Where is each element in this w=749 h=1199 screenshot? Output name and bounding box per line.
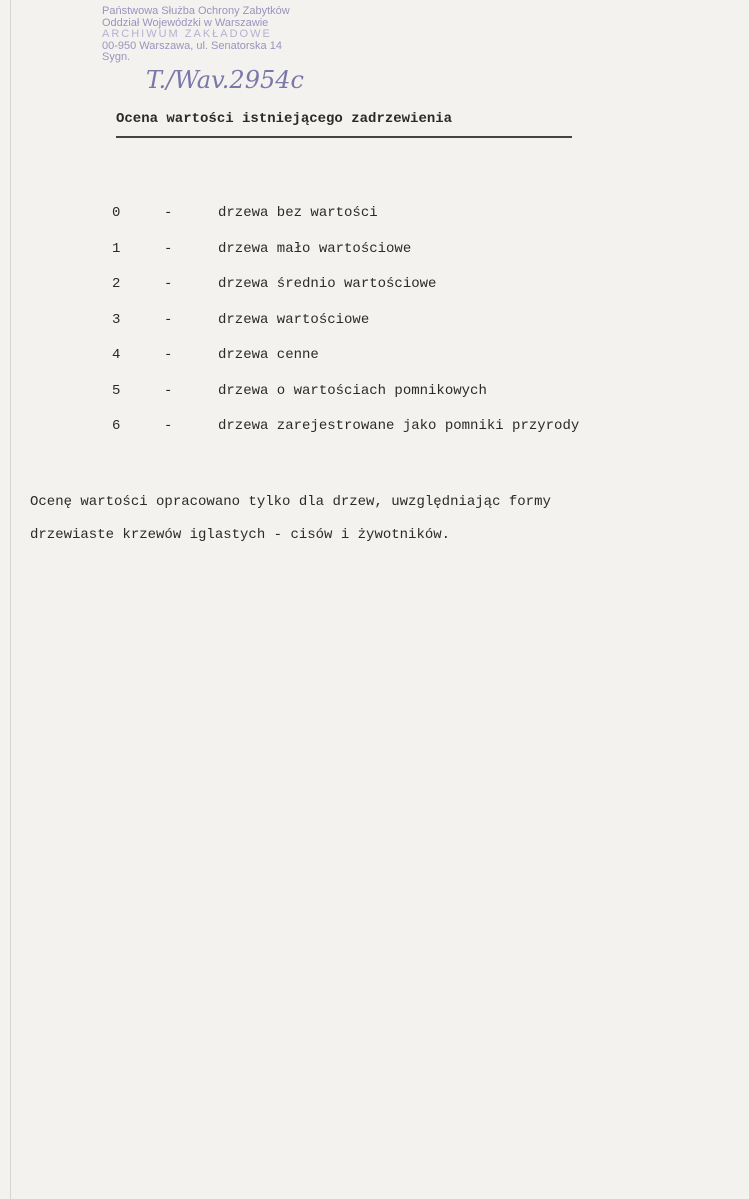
dash: - bbox=[164, 276, 173, 292]
archive-stamp bbox=[102, 6, 290, 64]
scale-label: drzewa o wartościach pomnikowych bbox=[218, 382, 487, 399]
dash: - bbox=[164, 311, 173, 328]
dash: - bbox=[164, 205, 173, 221]
scale-label: drzewa mało wartościowe bbox=[218, 240, 412, 257]
scale-number: 4 bbox=[112, 347, 121, 363]
handwritten-signature: T./Wav.2954c bbox=[146, 66, 304, 94]
scale-label: drzewa zarejestrowane jako pomniki przyrody bbox=[218, 418, 580, 434]
stamp-line: Oddział Wojewódzki w Warszawie bbox=[102, 16, 269, 29]
note-line: Ocenę wartości opracowano tylko dla drzew, uwzględniając formy bbox=[30, 494, 551, 510]
scale-label: drzewa średnio wartościowe bbox=[218, 276, 437, 292]
page-edge bbox=[10, 0, 11, 1199]
document-title: Ocena wartości istniejącego zadrzewienia bbox=[116, 111, 453, 127]
scale-number: 3 bbox=[112, 311, 121, 328]
scale-number: 1 bbox=[112, 240, 121, 257]
dash: - bbox=[164, 382, 173, 399]
stamp-line: 00-950 Warszawa, ul. Senatorska 14 bbox=[102, 39, 282, 52]
scale-number: 5 bbox=[112, 382, 121, 399]
scale-label: drzewa bez wartości bbox=[218, 205, 378, 221]
scale-number: 6 bbox=[112, 418, 121, 434]
title-underline bbox=[116, 136, 572, 138]
scale-number: 0 bbox=[112, 205, 121, 221]
stamp-line: Państwowa Służba Ochrony Zabytków bbox=[102, 5, 290, 17]
note-paragraph bbox=[30, 486, 730, 552]
stamp-line: ARCHIWUM ZAKŁADOWE bbox=[102, 28, 272, 40]
dash: - bbox=[164, 240, 173, 257]
note-line: drzewiaste krzewów iglastych - cisów i żywotników. bbox=[30, 527, 451, 543]
scale-label: drzewa cenne bbox=[218, 347, 319, 363]
scale-label: drzewa wartościowe bbox=[218, 311, 370, 328]
scale-number: 2 bbox=[112, 276, 121, 292]
dash: - bbox=[164, 347, 173, 363]
stamp-sygn-label: Sygn. bbox=[102, 51, 131, 63]
dash: - bbox=[164, 418, 173, 434]
